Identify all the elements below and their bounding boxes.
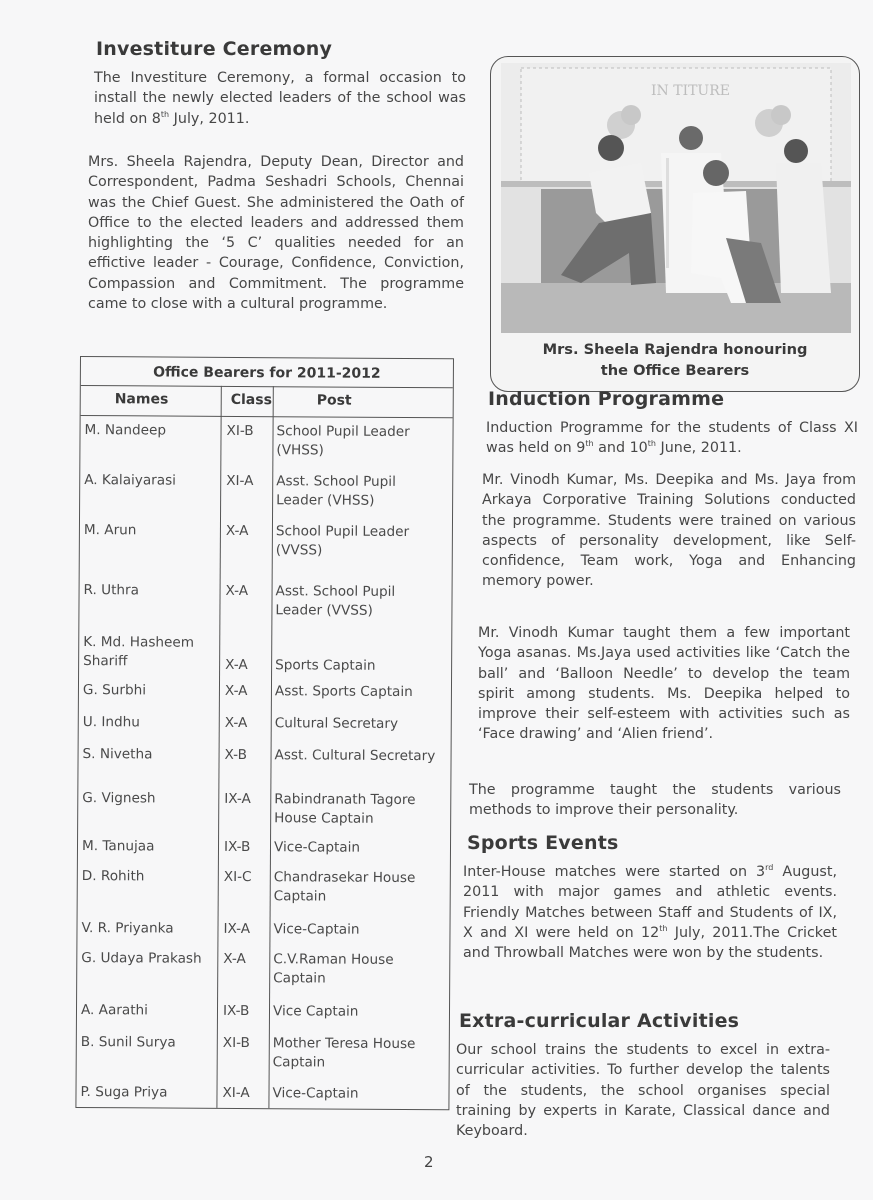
cell-class: XI-B (226, 422, 254, 440)
cell-class: XI-A (226, 472, 254, 490)
caption-line-2: the Office Bearers (600, 362, 750, 379)
cell-name: A. Kalaiyarasi (84, 472, 177, 489)
investiture-p1-date: July, 2011. (169, 110, 250, 127)
table-row (81, 421, 453, 459)
cell-post: Vice-Captain (273, 839, 361, 856)
investiture-paragraph-2: Mrs. Sheela Rajendra, Deputy Dean, Director and Correspondent, Padma Seshadri Schools, Chennai was the Chief Guest. She administered the Oath of Office to the elected leaders and addressed them highlighting the ‘5 C’ qualities needed for an effictive leader - Courage, Confidence, Conviction, Compassion and Commitment. The programme came to close with a cultural programme. (88, 154, 464, 313)
cell-class: X-B (224, 746, 248, 764)
cell-name: G. Surbhi (82, 682, 147, 699)
table-row (79, 633, 451, 674)
sports-text-c: July, 2011.The Cricket and Throwball Matches were won by the students. (463, 924, 837, 962)
ordinal-suffix: rd (765, 863, 774, 873)
cell-name: B. Sunil Surya (80, 1034, 176, 1051)
cell-post: Mother Teresa House Captain (272, 1035, 416, 1071)
sports-text-b: August, 2011 with major games and athletic events. Friendly Matches between Staff and Students of IX, X and XI were held on 12 (463, 864, 837, 941)
induction-p1-and: and 10 (593, 440, 648, 457)
cell-class: X-A (224, 682, 248, 700)
event-photo (501, 63, 851, 333)
table-row (78, 837, 450, 856)
extra-curricular-paragraph: Our school trains the students to excel in extra-curricular activities. To further develop the talents of the students, the school organises special training by experts in Karate, Classical dance and Keyboard. (456, 1042, 830, 1140)
sports-text-a: Inter-House matches were started on 3 (463, 864, 766, 880)
induction-paragraph-2: Mr. Vinodh Kumar, Ms. Deepika and Ms. Jaya from Arkaya Corporative Training Solutions conducted the programme. Students were trained on various aspects of personality development, like Self-confidence, Team work, Yoga and Enhancing memory power. (482, 472, 856, 590)
cell-post: Asst. School Pupil Leader (VVSS) (275, 583, 396, 619)
investiture-paragraph-1 (94, 68, 466, 129)
page-number: 2 (424, 1153, 434, 1171)
table-row (77, 1033, 449, 1071)
cell-class: XI-C (223, 868, 252, 886)
table-row (77, 1083, 449, 1102)
ordinal-suffix: th (647, 439, 656, 449)
office-bearers-table (75, 356, 454, 1110)
cell-class: X-A (225, 656, 248, 674)
table-row (79, 713, 451, 732)
investiture-p1-text: The Investiture Ceremony, a formal occasion to install the newly elected leaders of the school was held on 8 (94, 70, 466, 127)
cell-post: Vice-Captain (272, 1085, 359, 1102)
cell-name: A. Aarathi (80, 1002, 149, 1019)
table-row (80, 521, 452, 559)
ordinal-suffix: th (160, 109, 170, 119)
cell-class: IX-B (223, 838, 251, 856)
extra-curricular-heading: Extra-curricular Activities (459, 1010, 740, 1032)
sports-paragraph (463, 862, 837, 963)
cell-post: Asst. Sports Captain (274, 683, 413, 701)
cell-name: G. Udaya Prakash (81, 950, 202, 967)
cell-post: Asst. Cultural Secretary (274, 747, 436, 765)
induction-paragraph-4: The programme taught the students various methods to improve their personality. (469, 782, 841, 819)
cell-post: C.V.Raman House Captain (273, 951, 394, 987)
cell-post: Asst. School Pupil Leader (VHSS) (276, 473, 396, 509)
header-class: Class (230, 391, 272, 409)
cell-post: Vice Captain (272, 1003, 359, 1020)
cell-name: G. Vignesh (82, 790, 156, 807)
svg-text:IN TITURE: IN TITURE (651, 83, 730, 99)
table-row (78, 919, 450, 938)
event-photo-frame (490, 56, 860, 392)
cell-post: Sports Captain (275, 657, 376, 674)
table-title: Office Bearers for 2011-2012 (81, 357, 453, 388)
cell-name: S. Nivetha (82, 746, 153, 763)
table-row (78, 867, 450, 905)
table-row (78, 789, 450, 827)
induction-heading: Induction Programme (488, 388, 725, 410)
cell-name: M. Tanujaa (81, 838, 155, 855)
cell-name: M. Arun (83, 522, 137, 539)
header-names: Names (114, 391, 169, 408)
induction-p1-text: Induction Programme for the students of Class XI was held on 9 (486, 420, 858, 457)
induction-paragraph-1 (486, 418, 858, 459)
induction-p1-date: June, 2011. (655, 440, 742, 457)
cell-class: XI-A (222, 1084, 250, 1102)
cell-class: X-A (225, 582, 249, 600)
cell-class: XI-B (222, 1034, 250, 1052)
table-row (80, 471, 452, 509)
cell-name: U. Indhu (82, 714, 140, 731)
cell-class: IX-B (222, 1002, 250, 1020)
cell-name: D. Rohith (81, 868, 145, 885)
header-post: Post (316, 392, 352, 409)
cell-class: X-A (223, 950, 246, 968)
cell-name: R. Uthra (83, 582, 140, 599)
cell-class: IX-A (223, 920, 251, 938)
cell-name: K. Md. Hasheem Shariff (83, 634, 195, 670)
table-row (80, 581, 452, 619)
cell-post: Cultural Secretary (274, 715, 399, 732)
cell-class: X-A (225, 522, 249, 540)
cell-class: X-A (224, 714, 248, 732)
investiture-heading: Investiture Ceremony (96, 38, 333, 60)
sports-heading: Sports Events (467, 832, 619, 854)
caption-line-1: Mrs. Sheela Rajendra honouring (542, 341, 808, 358)
cell-post: School Pupil Leader (VVSS) (275, 523, 410, 559)
table-header-row (81, 385, 453, 418)
cell-name: M. Nandeep (84, 422, 167, 439)
ordinal-suffix: th (659, 924, 668, 934)
cell-class: IX-A (224, 790, 251, 808)
cell-post: School Pupil Leader (VHSS) (276, 423, 410, 459)
cell-post: Vice-Captain (273, 921, 360, 938)
table-row (77, 1001, 449, 1020)
table-row (79, 681, 451, 701)
cell-name: P. Suga Priya (80, 1084, 168, 1101)
cell-post: Chandrasekar House Captain (273, 869, 416, 905)
cell-post: Rabindranath Tagore House Captain (274, 791, 416, 827)
induction-paragraph-3: Mr. Vinodh Kumar taught them a few important Yoga asanas. Ms.Jaya used activities like ‘Catch the ball’ and ‘Balloon Needle’ to develop the team spirit among students. Ms. Deepika helped to improve their self-esteem with activities such as ‘Face drawing’ and ‘Alien friend’. (478, 625, 850, 743)
photo-caption (491, 339, 859, 381)
cell-name: V. R. Priyanka (81, 920, 174, 937)
ordinal-suffix: th (585, 439, 594, 449)
table-row (77, 949, 449, 987)
table-row (79, 745, 451, 765)
